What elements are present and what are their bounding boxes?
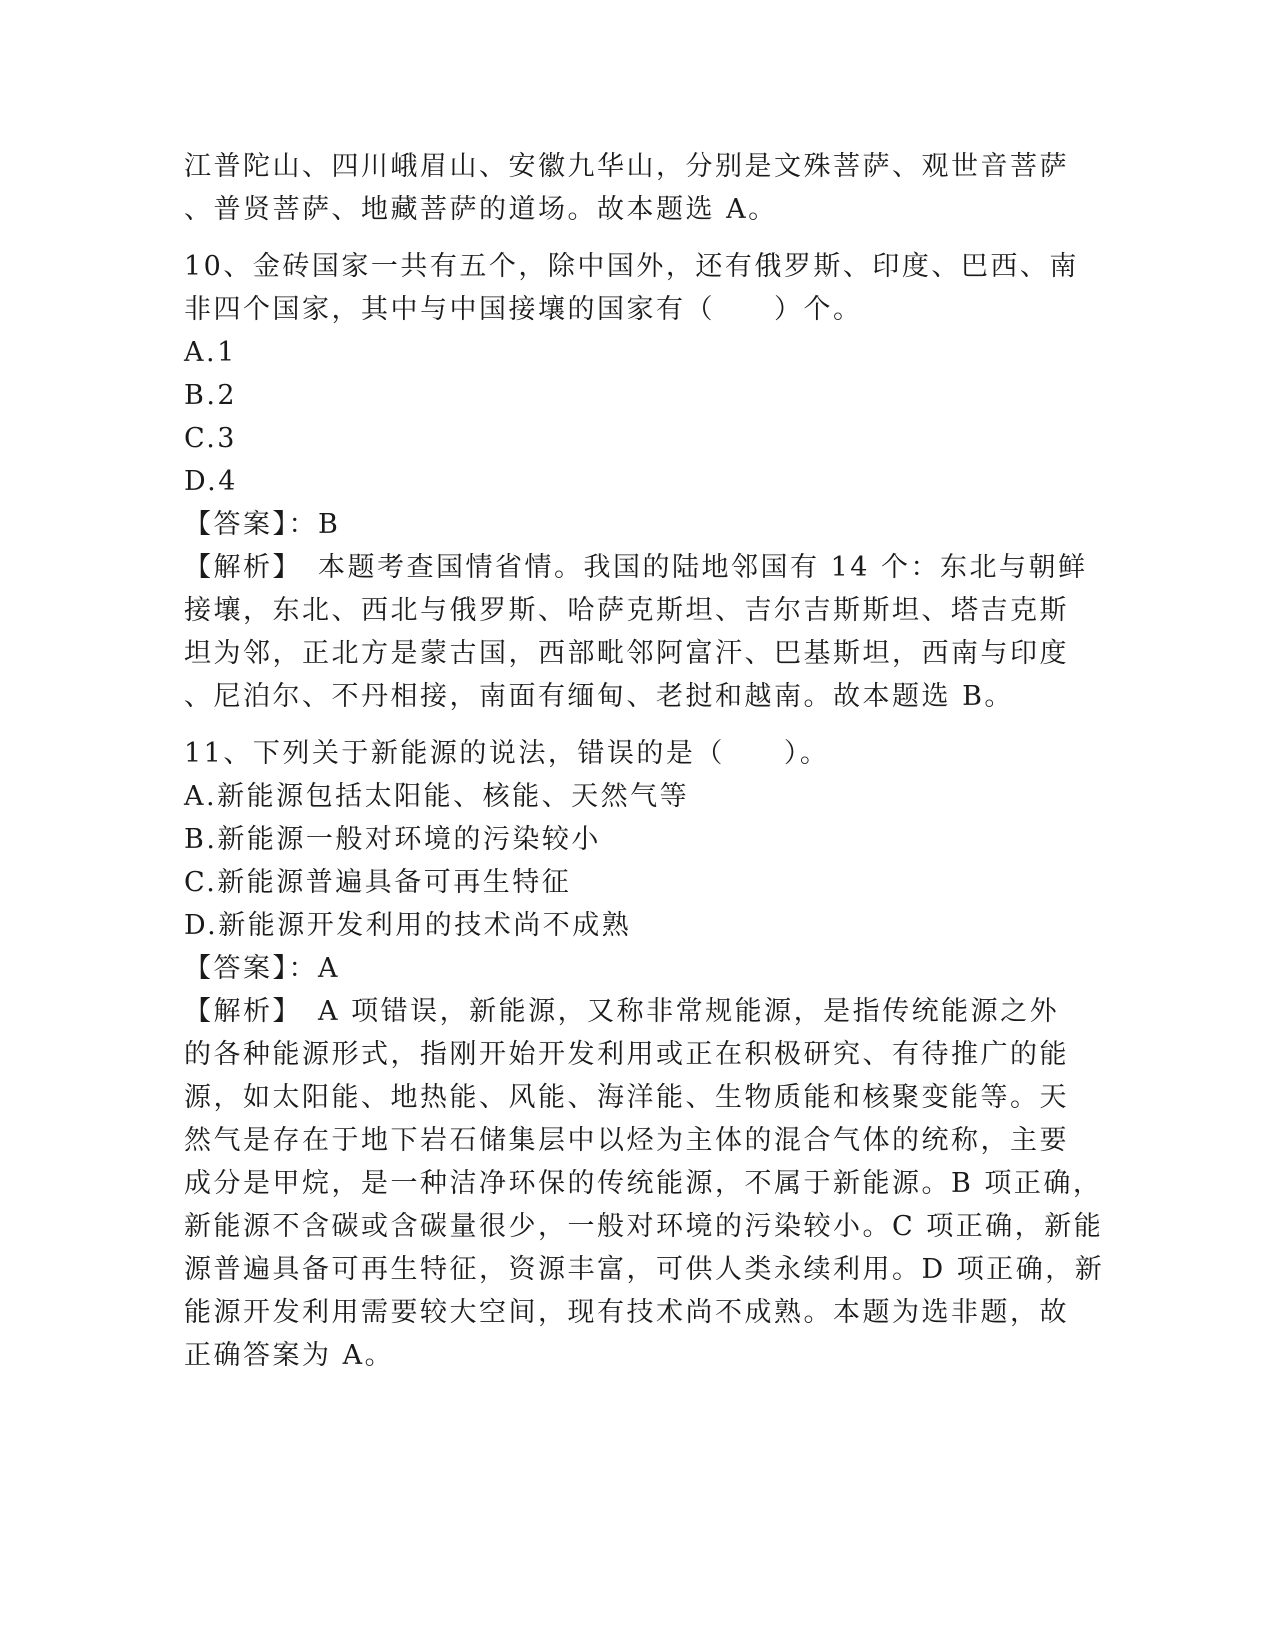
analysis-line: 源普遍具备可再生特征，资源丰富，可供人类永续利用。D 项正确，新 — [184, 1254, 1105, 1285]
analysis-line: 坦为邻，正北方是蒙古国，西部毗邻阿富汗、巴基斯坦，西南与印度 — [184, 638, 1069, 669]
analysis-line: 新能源不含碳或含碳量很少，一般对环境的污染较小。C 项正确，新能 — [184, 1211, 1104, 1242]
analysis-line: 【解析】 A 项错误，新能源，又称非常规能源，是指传统能源之外 — [184, 996, 1060, 1027]
option-c: C.3 — [184, 423, 237, 454]
analysis-line: 能源开发利用需要较大空间，现有技术尚不成熟。本题为选非题，故 — [184, 1297, 1069, 1328]
option-c: C.新能源普遍具备可再生特征 — [184, 867, 572, 898]
option-a: A.新能源包括太阳能、核能、天然气等 — [184, 781, 690, 812]
text-line: 江普陀山、四川峨眉山、安徽九华山，分别是文殊菩萨、观世音菩萨 — [184, 151, 1069, 182]
option-a: A.1 — [184, 337, 237, 368]
question-stem: 11、下列关于新能源的说法，错误的是（ ）。 — [184, 738, 830, 769]
q9-analysis-tail — [184, 145, 1074, 231]
question-10 — [184, 245, 1088, 718]
option-d: D.4 — [184, 466, 238, 497]
question-11 — [184, 732, 1105, 1377]
analysis-line: 正确答案为 A。 — [184, 1340, 395, 1371]
analysis-line: 、尼泊尔、不丹相接，南面有缅甸、老挝和越南。故本题选 B。 — [184, 681, 1014, 712]
option-d: D.新能源开发利用的技术尚不成熟 — [184, 910, 632, 941]
text-line: 、普贤菩萨、地藏菩萨的道场。故本题选 A。 — [184, 194, 778, 225]
document-page — [184, 145, 1105, 1377]
question-stem: 非四个国家，其中与中国接壤的国家有（ ）个。 — [184, 294, 863, 325]
analysis-line: 的各种能源形式，指刚开始开发利用或正在积极研究、有待推广的能 — [184, 1039, 1069, 1070]
option-b: B.新能源一般对环境的污染较小 — [184, 824, 601, 855]
question-stem: 10、金砖国家一共有五个，除中国外，还有俄罗斯、印度、巴西、南 — [184, 251, 1079, 282]
answer-line: 【答案】：A — [184, 953, 340, 984]
analysis-line: 【解析】 本题考查国情省情。我国的陆地邻国有 14 个：东北与朝鲜 — [184, 552, 1088, 583]
answer-line: 【答案】：B — [184, 509, 341, 540]
option-b: B.2 — [184, 380, 238, 411]
analysis-line: 接壤，东北、西北与俄罗斯、哈萨克斯坦、吉尔吉斯斯坦、塔吉克斯 — [184, 595, 1069, 626]
analysis-line: 成分是甲烷，是一种洁净环保的传统能源，不属于新能源。B 项正确， — [184, 1168, 1103, 1199]
analysis-line: 然气是存在于地下岩石储集层中以烃为主体的混合气体的统称，主要 — [184, 1125, 1069, 1156]
analysis-line: 源，如太阳能、地热能、风能、海洋能、生物质能和核聚变能等。天 — [184, 1082, 1069, 1113]
